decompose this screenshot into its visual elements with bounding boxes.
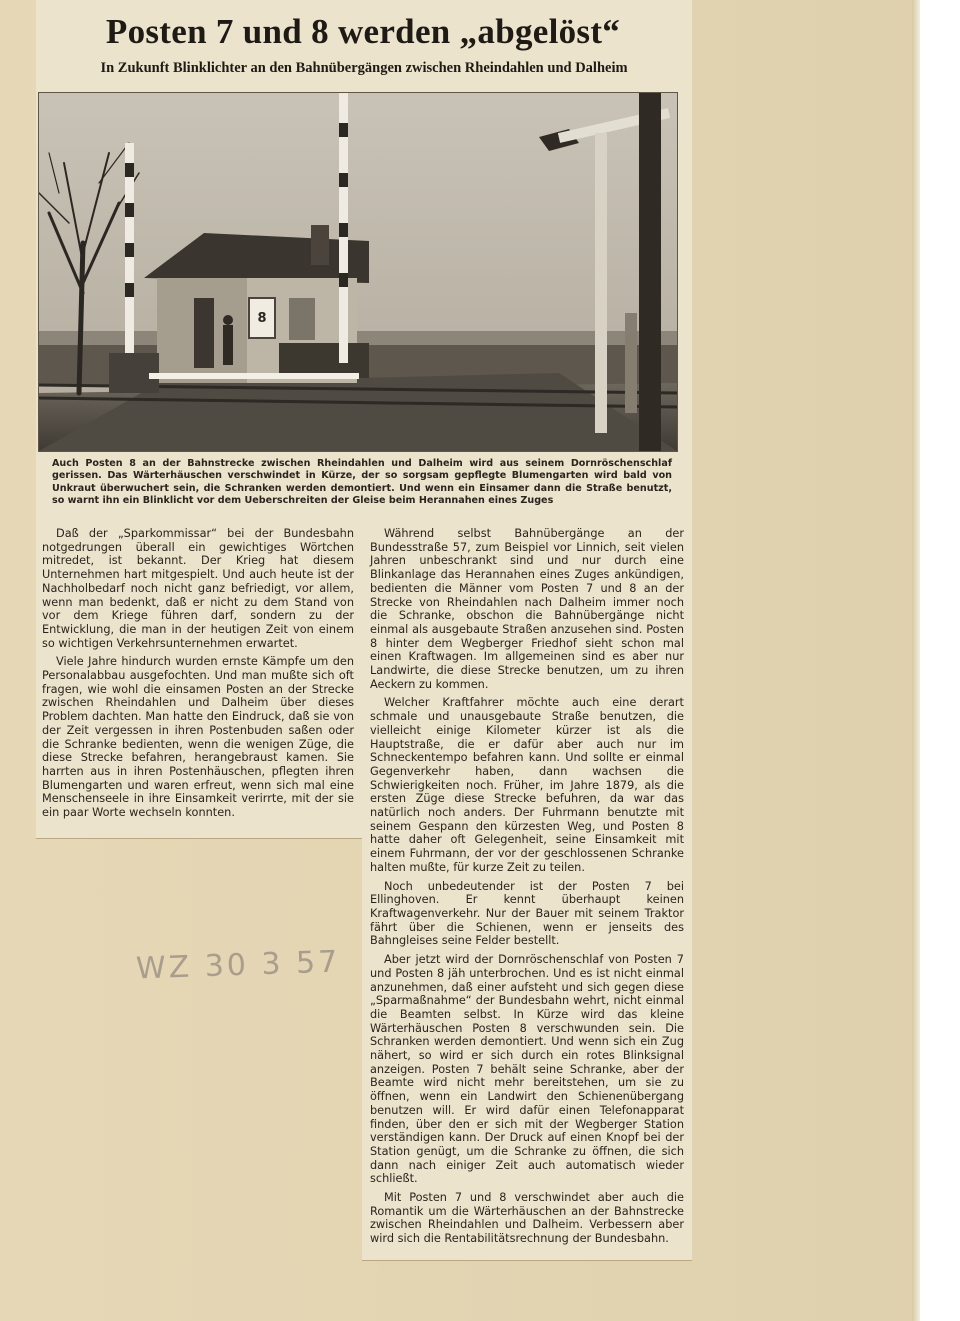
headline: Posten 7 und 8 werden „abgelöst“ — [105, 12, 621, 51]
paragraph: Viele Jahre hindurch wurden ernste Kämpfe um den Personalabbau ausgefochten. Und man mußte sich oft fragen, wie wohl die einsamen Posten an der Strecke zwischen Rheindahlen und Dalheim über dieses Problem dachten. Man hatte den Eindruck, daß sie von der Zeit vergessen in ihren Postenbuden saßen oder die Schranke bedienten, wenn die wenigen Züge, die diese Strecke befahren, herangebraust kamen. Sie harrten aus in ihren Postenhäuschen, pflegten ihren Blumengarten und waren erfreut, wenn sich mal eine Menschenseele in ihre Einsamkeit verirrte, mit der sie ein paar Worte wechseln konnten. — [42, 655, 354, 820]
paragraph: Aber jetzt wird der Dornröschenschlaf von Posten 7 und Posten 8 jäh unterbrochen. Und es ist nicht einmal anzunehmen, daß einer aufsteht und sich gegen diese „Sparmaßnahme“ der Bundesbahn wehrt, nicht einmal die Beamten selbst. In Kürze wird das kleine Wärterhäuschen Posten 8 verschwunden sein. Die Schranken werden demontiert. Und wenn sich ein Zug nähert, so wird er sich durch ein rotes Blinksignal anzeigen. Posten 7 behält seine Schranke, aber der Beamte wird nicht mehr bereitstehen, um sie zu öffnen, wenn ein Landwirt den Schienenübergang benutzen will. Er wird dafür einen Telefonapparat finden, über den er sich mit der Wegberger Station verständigen kann. Der Druck auf einen Knopf bei der Station genügt, um die Schranke zu öffnen, die sich dann nach einiger Zeit auch automatisch wieder schließt. — [370, 953, 684, 1186]
paragraph: Mit Posten 7 und 8 verschwindet aber auch die Romantik um die Wärterhäuschen an der Bahnstrecke zwischen Rheindahlen und Dalheim. Verbessern aber wird sich die Rentabilitätsrechnung der Bundesbahn. — [370, 1191, 684, 1246]
paragraph: Während selbst Bahnübergänge an der Bundesstraße 57, zum Beispiel vor Linnich, seit vielen Jahren unbeschrankt sind und nur durch eine Blinkanlage das Herannahen eines Zuges ankündigen, bedienten die Männer vom Posten 7 und 8 an der Strecke von Rheindahlen nach Dalheim immer noch die Schranke, obschon die Bahnübergänge nicht einmal als ausgebaute Straßen anzusehen sind. Posten 8 hinter dem Wegberger Friedhof sieht schon mal einen Kraftwagen. Im allgemeinen sind es aber nur Landwirte, die diese Strecke benutzen, um zu ihren Aeckern zu kommen. — [370, 527, 684, 691]
paragraph: Noch unbedeutender ist der Posten 7 bei Ellinghoven. Er kennt überhaupt keinen Kraftwagenverkehr. Nur der Bauer mit seinem Traktor fährt über die Schienen, wenn er jenseits des Bahngleises seine Felder bestellt. — [370, 879, 684, 948]
board-edge — [912, 0, 920, 1321]
paragraph: Daß der „Sparkommissar“ bei der Bundesbahn notgedrungen überall ein gewichtiges Wörtchen mitredet, ist bekannt. Der Krieg hat diesem Unternehmen hart mitgespielt. Und auch heute ist der Nachholbedarf noch nicht ganz befriedigt, vor allem, wenn man bedenkt, daß er nicht zu dem Stand von vor dem Kriege führen darf, sondern zu der Entwicklung, die man in der heutigen Zeit von einem so wichtigen Verkehrsunternehmen erwartet. — [42, 527, 354, 650]
paragraph: Welcher Kraftfahrer möchte auch eine derart schmale und unausgebaute Straße benutzen, die vielleicht einige Kilometer kürzer ist als die Hauptstraße, die er dafür aber auch nur im Schneckentempo befahren kann. Und sollte er einmal Gegenverkehr haben, dann wachsen die Schwierigkeiten noch. Früher, im Jahre 1879, als die ersten Züge diese Strecke befuhren, da war das natürlich noch anders. Der Fuhrmann benutzte mit seinem Gespann den kürzesten Weg, und Posten 8 hatte daher oft Gelegenheit, seine Einsamkeit mit einem Fuhrmann, der vor der geschlossenen Schranke halten mußte, für kurze Zeit zu teilen. — [370, 696, 684, 874]
railway-crossing-photo — [38, 92, 678, 452]
article-column-right — [370, 527, 684, 1251]
subheadline: In Zukunft Blinklichter an den Bahnübergängen zwischen Rheindahlen und Dalheim — [100, 60, 628, 76]
post-number-sign: 8 — [257, 311, 267, 326]
photo-caption: Auch Posten 8 an der Bahnstrecke zwischen Rheindahlen und Dalheim wird aus seinem Dornröschenschlaf gerissen. Das Wärterhäuschen verschwindet in Kürze, der so sorgsam gepflegte Blumengarten wird bald von Unkraut überwuchert sein, die Schranken werden demontiert. Und wenn ein Einsamer dann die Straße benutzt, so warnt ihn ein Blinklicht vor dem Ueberschreiten der Gleise beim Herannahen eines Zuges — [52, 458, 672, 507]
pencil-date-note: WZ 30 3 57 — [135, 944, 341, 987]
article-column-left — [42, 527, 354, 825]
